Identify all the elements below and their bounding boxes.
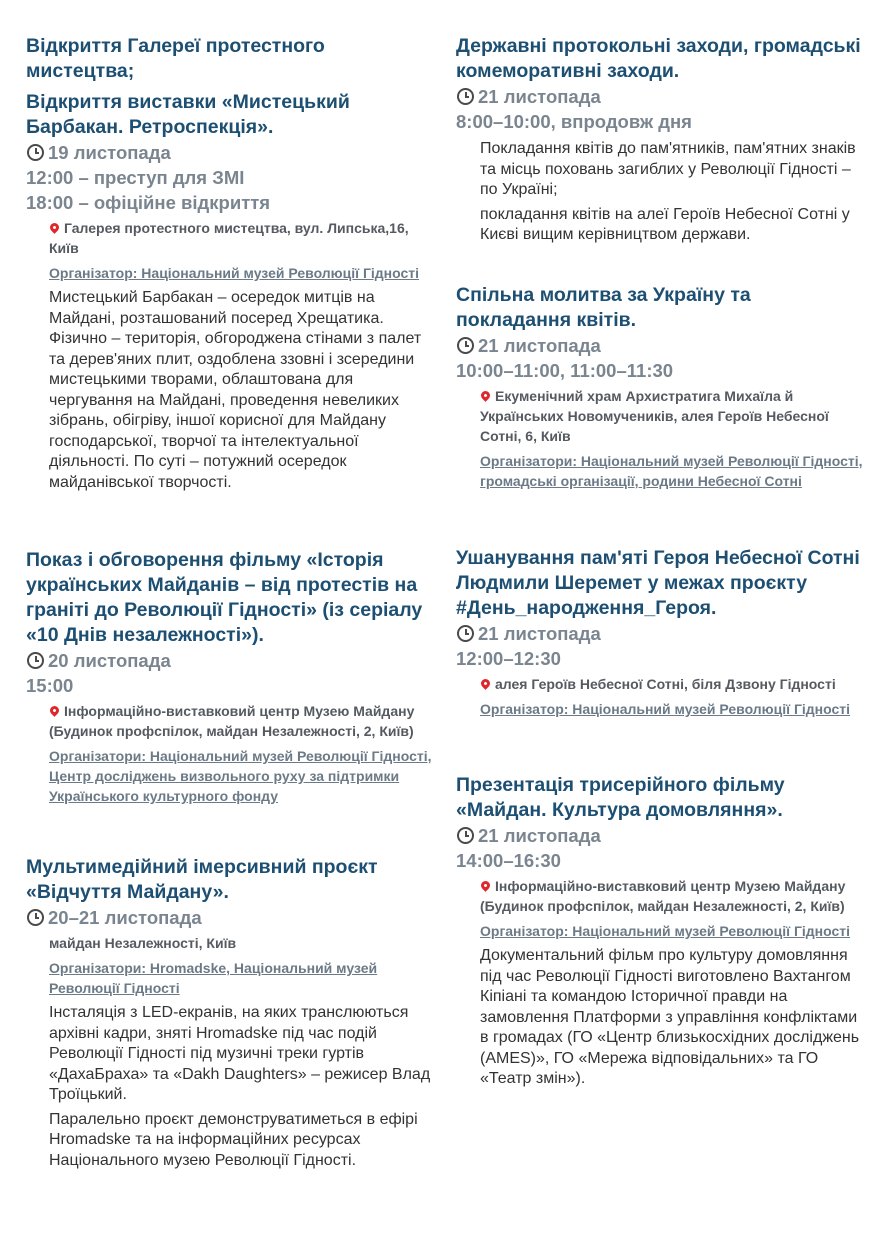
date-text: 21 листопада xyxy=(478,825,601,846)
event-title: Мультимедійний імерсивний проєкт «Відчуття Майдану». xyxy=(26,856,378,903)
clock-icon xyxy=(457,827,474,844)
event-date xyxy=(456,84,866,109)
event-location xyxy=(480,876,866,916)
event-title: Ушанування пам'яті Героя Небесної Сотні Людмили Шеремет у межах проєкту #День_народження_Героя. xyxy=(456,547,860,619)
date-text: 19 листопада xyxy=(48,142,171,163)
clock-icon xyxy=(27,652,44,669)
clock-icon xyxy=(457,625,474,642)
event-organizer-link[interactable]: Організатор: Національний музей Революції Гідності xyxy=(480,701,851,717)
event-time: 18:00 – офіційне відкриття xyxy=(26,192,271,213)
clock-icon xyxy=(457,337,474,354)
location-text: Інформаційно-виставковий центр Музею Майдану (Будинок профспілок, майдан Незалежності, 2, Київ) xyxy=(49,703,415,739)
event-time: 12:00–12:30 xyxy=(456,648,561,669)
event-organizer-link[interactable]: Організатори: Національний музей Революції Гідності, Центр досліджень визвольного руху за підтримки Українського культурного фонду xyxy=(49,748,432,804)
event-description xyxy=(49,1003,434,1171)
event-location xyxy=(49,701,434,741)
location-pin-icon xyxy=(479,879,492,892)
event-time: 10:00–11:00, 11:00–11:30 xyxy=(456,360,674,381)
event-organizer-link[interactable]: Організатор: Національний музей Революції Гідності xyxy=(480,923,851,939)
event-description: Документальний фільм про культуру домовляння під час Революції Гідності виготовлено Вахтангом Кіпіані та командою Історичної правди на замовлення Платформи з управління конфліктами в громадах (ГО «Центр близькосхідних досліджень (AMES)», ГО «Мережа відповідальних» та ГО «Театр змін»). xyxy=(480,947,860,1087)
location-pin-icon xyxy=(48,704,61,717)
date-text: 21 листопада xyxy=(478,86,601,107)
date-text: 20–21 листопада xyxy=(48,907,202,928)
event-organizer-link[interactable]: Організатори: Національний музей Революції Гідності, громадські організації, родини Небесної Сотні xyxy=(480,453,863,489)
description-paragraph: Покладання квітів до пам'ятників, пам'ятних знаків та місць поховань загиблих у Революції Гідності – по Україні; xyxy=(480,140,856,198)
event-location: майдан Незалежності, Київ xyxy=(49,935,237,951)
event-time: 14:00–16:30 xyxy=(456,850,561,871)
event-date xyxy=(456,621,866,646)
event-title: Показ і обговорення фільму «Історія українських Майданів – від протестів на граніті до Революції Гідності» (із серіалу «10 Днів незалежності»). xyxy=(26,549,423,646)
location-text: алея Героїв Небесної Сотні, біля Дзвону Гідності xyxy=(495,676,836,692)
event-title: Спільна молитва за Україну та покладання квітів. xyxy=(456,284,751,331)
event-title: Відкриття Галереї протестного мистецтва; xyxy=(26,35,325,82)
description-paragraph: Інсталяція з LED-екранів, на яких транслюються архівні кадри, зняті Hromadske під час подій Революції Гідності під музичні треки гуртів «ДахаБраха» та «Dakh Daughters» – режисер Влад Троїцький. xyxy=(49,1004,431,1103)
event-title: Презентація трисерійного фільму «Майдан. Культура домовляння». xyxy=(456,774,785,821)
event-date xyxy=(26,140,434,165)
clock-icon xyxy=(457,88,474,105)
event-time: 15:00 xyxy=(26,675,74,696)
description-paragraph: Паралельно проєкт демонструватиметься в ефірі Hromadske та на інформаційних ресурсах Національного музею Революції Гідності. xyxy=(49,1110,418,1169)
event-date xyxy=(26,905,434,930)
date-text: 20 листопада xyxy=(48,650,171,671)
event-time: 12:00 – преступ для ЗМІ xyxy=(26,167,245,188)
event-location xyxy=(480,674,866,694)
event-description: Мистецький Барбакан – осередок митців на Майдані, розташований посеред Хрещатика. Фізично – територія, обгороджена стінами з палет та дерев'яних плит, оздоблена ззовні і зсередини мистецькими творами, облаштована для чергування на Майдані, проведення невеликих зібрань, обігріву, іншої корисної для Майдану господарської, творчої та інтелектуальної діяльності. По суті – потужний осередок майданівської творчості. xyxy=(49,289,422,491)
event-film-screening xyxy=(26,548,434,806)
event-gallery-opening xyxy=(26,34,434,493)
description-paragraph: покладання квітів на алеї Героїв Небесної Сотні у Києві вищим керівництвом держави. xyxy=(480,205,850,243)
event-date xyxy=(26,648,434,673)
location-pin-icon xyxy=(479,389,492,402)
event-time: 8:00–10:00, впродовж дня xyxy=(456,111,692,132)
event-multimedia-project xyxy=(26,855,434,1171)
event-organizer-link[interactable]: Організатор: Національний музей Революції Гідності xyxy=(49,265,420,281)
date-text: 21 листопада xyxy=(478,623,601,644)
location-pin-icon xyxy=(48,221,61,234)
event-date xyxy=(456,333,866,358)
clock-icon xyxy=(27,144,44,161)
event-location xyxy=(49,218,434,258)
event-title: Відкриття виставки «Мистецький Барбакан. Ретроспекція». xyxy=(26,91,350,138)
event-organizer-link[interactable]: Організатори: Hromadske, Національний музей Революції Гідності xyxy=(49,960,378,996)
event-joint-prayer xyxy=(456,283,866,491)
location-text: Інформаційно-виставковий центр Музею Майдану (Будинок профспілок, майдан Незалежності, 2, Київ) xyxy=(480,878,846,914)
event-description xyxy=(480,139,866,246)
clock-icon xyxy=(27,909,44,926)
location-pin-icon xyxy=(479,677,492,690)
date-text: 21 листопада xyxy=(478,335,601,356)
location-text: Екуменічний храм Архистратига Михаїла й Українських Новомучеників, алея Героїв Небесної Сотні, 6, Київ xyxy=(480,388,829,444)
event-state-ceremonies xyxy=(456,34,866,246)
event-location xyxy=(480,386,866,446)
location-text: Галерея протестного мистецтва, вул. Липська,16, Київ xyxy=(49,220,409,256)
event-hero-memorial xyxy=(456,546,866,719)
event-title: Державні протокольні заходи, громадські комеморативні заходи. xyxy=(456,35,861,82)
event-date xyxy=(456,823,866,848)
event-film-presentation xyxy=(456,773,866,1090)
